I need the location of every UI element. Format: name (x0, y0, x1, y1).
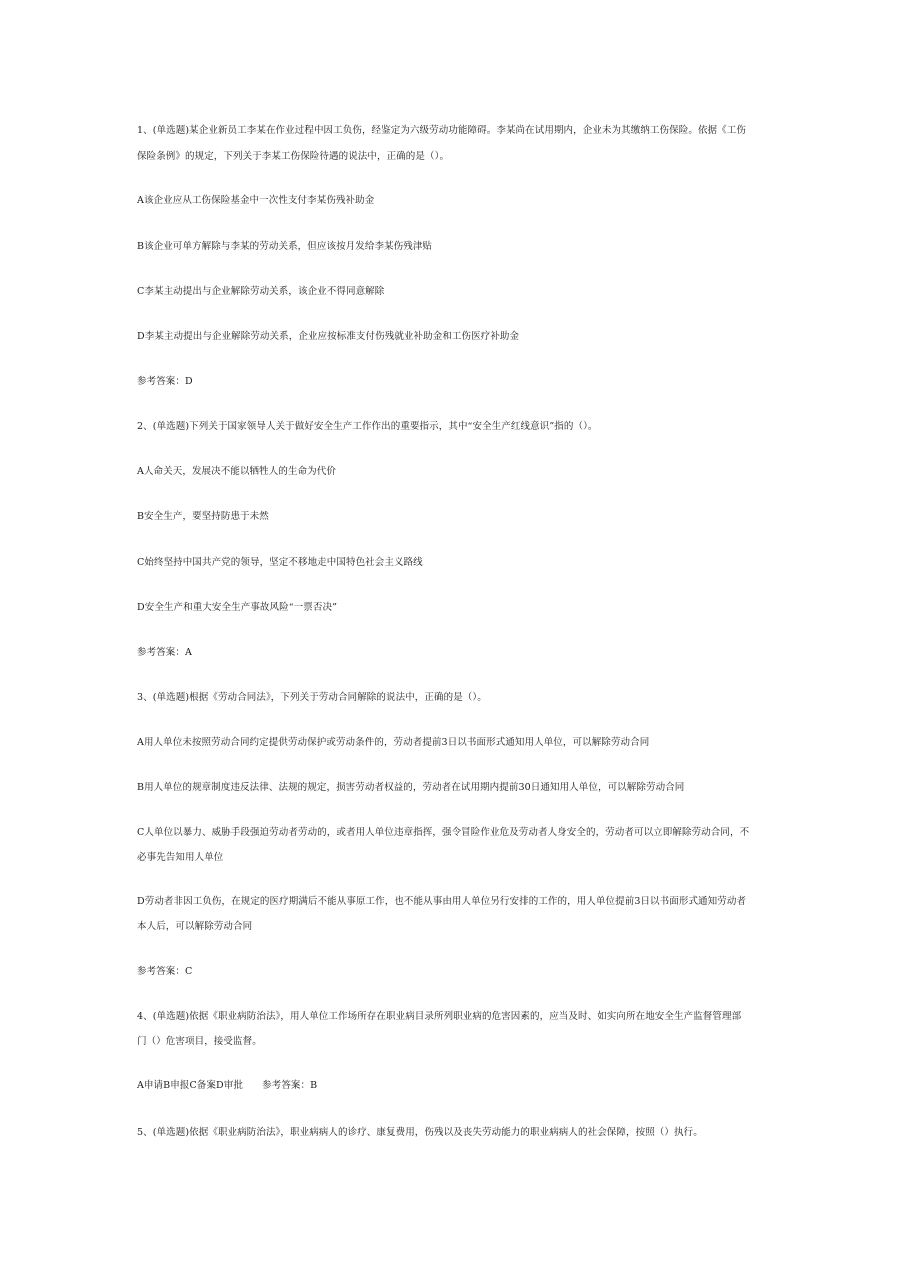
question-4-text-line-1: 4、(单选题)依据《职业病防治法》，用人单位工作场所存在职业病目录所列职业病的危害因素的，应当及时、如实向所在地安全生产监督管理部 (137, 1011, 742, 1022)
question-1-option-d: D李某主动提出与企业解除劳动关系，企业应按标准支付伤残就业补助金和工伤医疗补助金 (137, 331, 520, 342)
question-4-options-and-answer: A申请B申报C备案D审批 参考答案：B (137, 1080, 318, 1091)
question-4-text-line-2: 门（）危害项目，接受监督。 (137, 1036, 262, 1047)
question-3-option-d-line-1: D劳动者非因工负伤，在规定的医疗期满后不能从事原工作，也不能从事由用人单位另行安排的工作的，用人单位提前3日以书面形式通知劳动者 (137, 896, 747, 907)
question-3-text: 3、(单选题)根据《劳动合同法》，下列关于劳动合同解除的说法中，正确的是（）。 (137, 692, 487, 703)
question-1-answer: 参考答案：D (137, 376, 193, 387)
question-3-answer: 参考答案：C (137, 966, 193, 977)
question-1-text-line-1: 1、(单选题)某企业新员工李某在作业过程中因工负伤，经鉴定为六级劳动功能障碍。李某尚在试用期内，企业未为其缴纳工伤保险。依据《工伤 (137, 125, 746, 136)
question-3-option-c-line-1: C人单位以暴力、威胁手段强迫劳动者劳动的，或者用人单位违章指挥，强令冒险作业危及劳动者人身安全的，劳动者可以立即解除劳动合同，不 (137, 827, 750, 838)
question-3-option-a: A用人单位未按照劳动合同约定提供劳动保护或劳动条件的，劳动者提前3日以书面形式通知用人单位，可以解除劳动合同 (137, 737, 650, 748)
question-1-text-line-2: 保险条例》的规定，下列关于李某工伤保险待遇的说法中，正确的是（）。 (137, 151, 450, 162)
question-3-option-b: B用人单位的规章制度违反法律、法规的规定，损害劳动者权益的，劳动者在试用期内提前30日通知用人单位，可以解除劳动合同 (137, 782, 685, 793)
question-2-answer: 参考答案：A (137, 647, 192, 658)
question-1-option-c: C李某主动提出与企业解除劳动关系，该企业不得同意解除 (137, 286, 385, 297)
question-2-option-d: D安全生产和重大安全生产事故风险“一票否决” (137, 602, 338, 613)
question-2-option-b: B安全生产，要坚持防患于未然 (137, 511, 269, 522)
question-1-option-a: A该企业应从工伤保险基金中一次性支付李某伤残补助金 (137, 195, 375, 206)
question-2-option-a: A人命关天，发展决不能以牺牲人的生命为代价 (137, 466, 336, 477)
question-5-text: 5、(单选题)依据《职业病防治法》，职业病病人的诊疗、康复费用，伤残以及丧失劳动能力的职业病病人的社会保障，按照（）执行。 (137, 1127, 703, 1138)
question-1-option-b: B该企业可单方解除与李某的劳动关系，但应该按月发给李某伤残津贴 (137, 241, 433, 252)
question-3-option-c-line-2: 必事先告知用人单位 (137, 852, 224, 863)
question-3-option-d-line-2: 本人后，可以解除劳动合同 (137, 921, 253, 932)
question-2-text: 2、(单选题)下列关于国家领导人关于做好安全生产工作作出的重要指示，其中“安全生产红线意识”指的（）。 (137, 421, 598, 432)
question-2-option-c: C始终坚持中国共产党的领导，坚定不移地走中国特色社会主义路线 (137, 557, 423, 568)
